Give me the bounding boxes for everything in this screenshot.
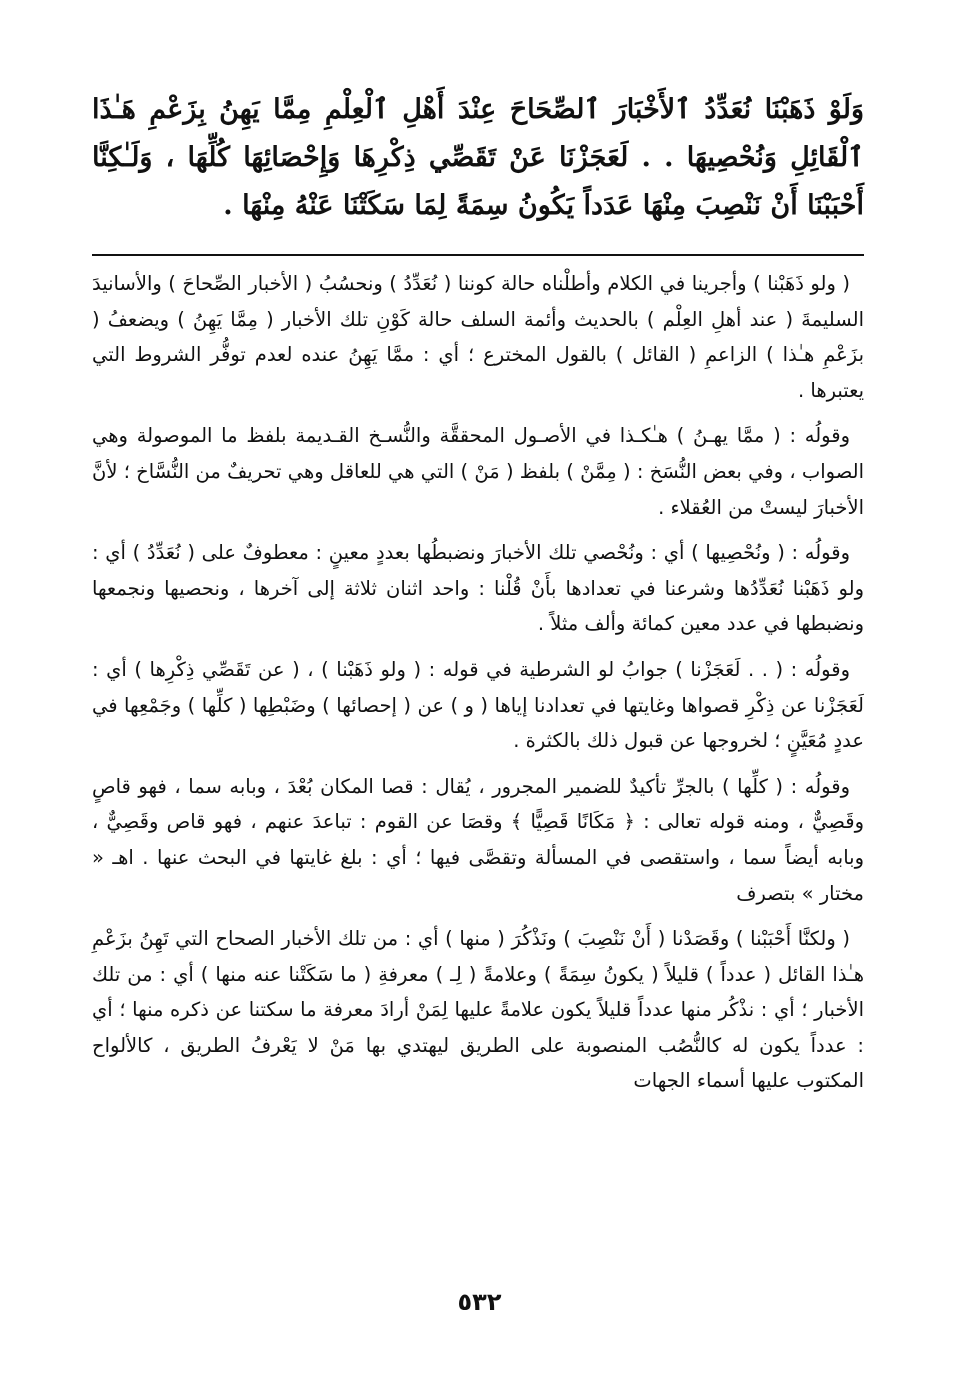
main-text-block <box>92 86 864 230</box>
commentary-paragraph: ( ولو ذَهَبْنا ) وأجرينا في الكلام وأطلْناه حالة كوننا ( نُعَدِّدُ ) ونحسُبُ ( الأخبار الصِّحاحَ ) والأسانيدَ السليمةَ ( عند أهلِ العِلْم ) بالحديث وأئمة السلف حالة كَوْنِ تلك الأخبار ( مِمَّا يَهِنُ ) ويضعفُ ( بزَعْمِ هـٰذا ) الزاعمِ ( القائل ) بالقول المخترع ؛ أي : ممَّا يَهِنُ عنده لعدم توفُّر الشروط التي يعتبرها . <box>92 272 864 402</box>
footnote-divider <box>92 254 864 256</box>
page-number: ٥٣٢ <box>457 1288 502 1316</box>
commentary-block <box>92 266 864 1109</box>
commentary-paragraph: ( ولكنَّا أَحْبَبْنا ) وقَصَدْنا ( أَنْ نَنْصِبَ ) ونَذْكُرَ ( منها ) أي : من تلك الأخبار الصحاح التي تَهِنُ بزَعْمِ هـٰذا القائل ( عدداً ) قليلاً ( يكونُ سِمَةً ) وعلامةً ( لِـ ) معرفةِ ( ما سَكَتْنا عنه منها ) أي : من تلك الأخبار ؛ أي : نذْكُر منها عدداً قليلاً يكون علامةً عليها لِمَنْ أرادَ معرفة ما سكتنا عن ذكره منها ؛ أي : عدداً يكون له كالنُّصُب المنصوبة على الطريق ليهتدي بها مَنْ لا يَعْرفُ الطريق ، كالألواح المكتوب عليها أسماء الجهات <box>92 927 864 1093</box>
commentary-paragraph: وقولُه : ( كلِّها ) بالجرِّ تأكيدٌ للضمير المجرور ، يُقال : قصا المكان بُعْدَ ، وبابه سما ، فهو قاصٍ وقَصِيٌّ ، ومنه قوله تعالى : ﴿ مَكَانًا قَصِيًّا ﴾ وقصَا عن القوم : تباعدَ عنهم ، فهو قاص وقَصِيٌّ ، وبابه أيضاً سما ، واستقصى في المسألة وتقصَّى فيها ؛ أي : بلغ غايتها في البحث عنها . اهـ « مختار » بتصرف <box>92 774 864 905</box>
commentary-paragraph: وقولُه : ( ونُحْصِيها ) أي : ونُحْصي تلك الأخبارَ ونضبطُها بعددٍ معينٍ : معطوفٌ على ( نُعَدِّدُ ) أي : ولو ذَهَبْنا نُعَدِّدُها وشرعنا في تعدادها بأَنْ قُلْنا : واحد اثنان ثلاثة إلى آخرها ، ونحصيها ونجمعها ونضبطها في عدد معين كمائة وألف مثلاً . <box>92 541 864 636</box>
commentary-paragraph: وقولُه : ( . . لَعَجَزْنا ) جوابُ لو الشرطية في قوله : ( ولو ذَهَبْنا ) ، ( عن تَقَصِّي ذِكْرِها ) أي : لَعَجَزْنا عن ذِكْرِ قصواها وغايتها في تعدادنا إياها ( و ) عن ( إحصائها ) وضَبْطِها ( كلِّها ) وجَمْعِها في عددٍ مُعَيَّنٍ ؛ لخروجها عن قبول ذلك بالكثرة . <box>92 657 864 753</box>
commentary-paragraph: وقولُه : ( ممَّا يهـنُ ) هـٰكـذا في الأصـول المحققَّة والنُّسـخ القـديمة بلفظ ما الموصولة وهي الصواب ، وفي بعض النُّسَخ : ( مِمَّنْ ) بلفظ ( مَنْ ) التي هي للعاقل وهي تحريفٌ من النُّسَّاخ ؛ لأنَّ الأخبارَ ليستْ من العُقلاء . <box>92 424 864 519</box>
main-text-paragraph: وَلَوْ ذَهَبْنَا نُعَدِّدُ ٱلأَخْبَارَ ٱلصِّحَاحَ عِنْدَ أَهْلِ ٱلْعِلْمِ مِمَّا يَهِنُ بِزَعْمِ هَـٰذَا ٱلْقَائِلِ وَنُحْصِيهَا . . لَعَجَزْنَا عَنْ تَقَصِّي ذِكْرِهَا وَإِحْصَائِهَا كُلِّهَا ، وَلَـٰكِنَّا أَحْبَبْنَا أَنْ نَنْصِبَ مِنْهَا عَدَداً يَكُونُ سِمَةً لِمَا سَكَتْنَا عَنْهُ مِنْهَا . <box>92 94 864 221</box>
